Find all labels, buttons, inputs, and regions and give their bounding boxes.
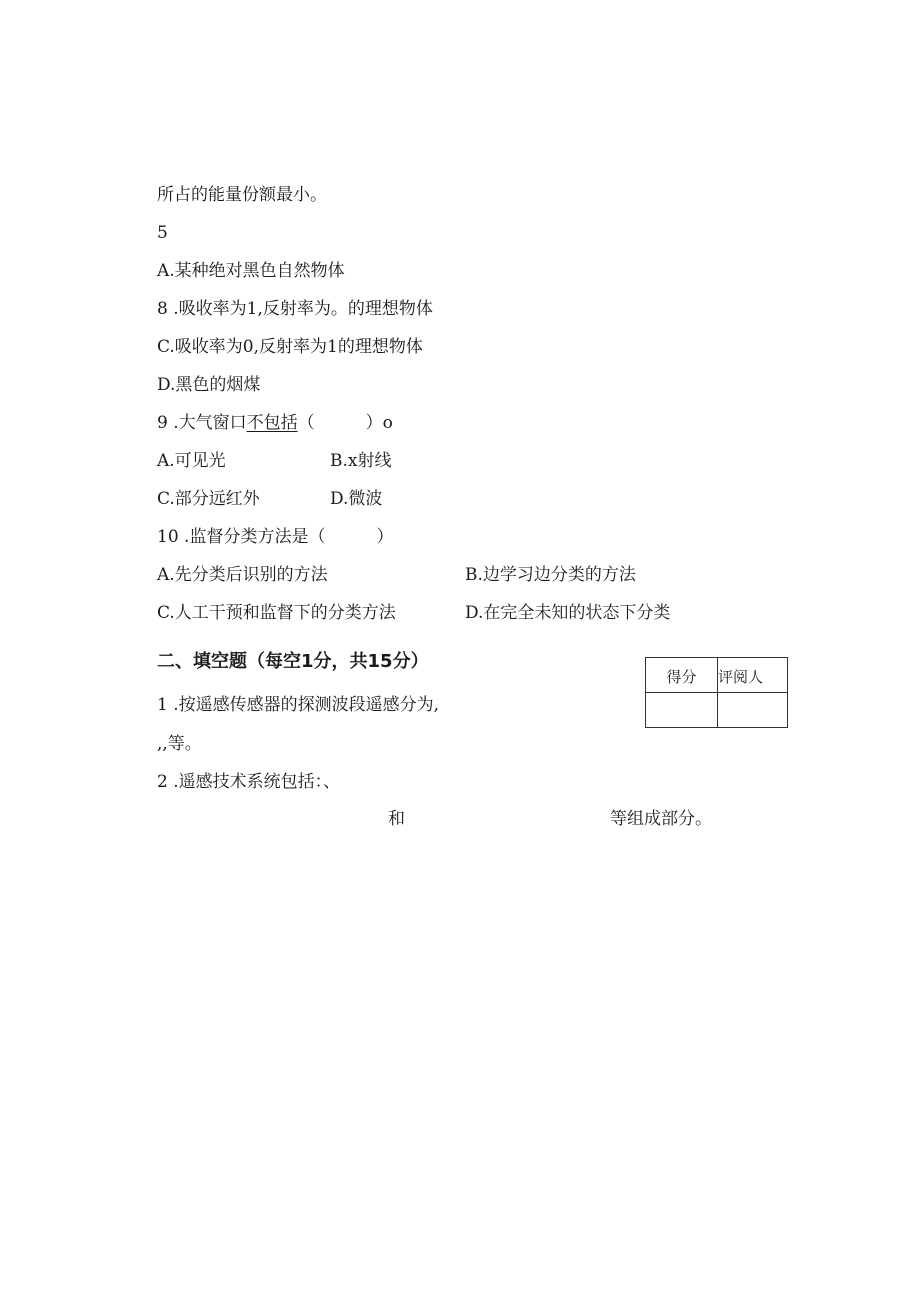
q10-option-d: D.在完全未知的状态下分类 <box>465 603 671 623</box>
fill-question-2-end: 等组成部分。 <box>610 809 712 829</box>
q9-underlined: 不包括 <box>246 413 298 433</box>
q10-option-b: B.边学习边分类的方法 <box>465 565 636 585</box>
continuation-text: 所占的能量份额最小。 <box>157 185 327 205</box>
q10-option-a: A.先分类后识别的方法 <box>157 565 328 585</box>
q9-prefix: 9 .大气窗口 <box>157 413 247 433</box>
question-10: 10 .监督分类方法是（ ） <box>157 527 394 547</box>
table-divider <box>646 692 787 693</box>
score-header: 得分 <box>666 668 697 686</box>
q8-option-c: C.吸收率为0,反射率为1的理想物体 <box>157 337 423 357</box>
q9-option-b: B.x射线 <box>330 451 392 471</box>
reviewer-header: 评阅人 <box>718 668 764 686</box>
q9-suffix: （ ）o <box>297 413 393 433</box>
q8-option-d: D.黑色的烟煤 <box>157 375 261 395</box>
section-heading: 二、填空题（每空1分，共15分） <box>157 651 429 672</box>
q8-option-a: A.某种绝对黑色自然物体 <box>157 261 345 281</box>
q9-option-d: D.微波 <box>330 489 383 509</box>
q8-option-b: 8 .吸收率为1,反射率为。的理想物体 <box>157 299 433 319</box>
question-9 <box>157 412 393 434</box>
q9-option-a: A.可见光 <box>157 451 226 471</box>
score-table <box>645 657 788 728</box>
q10-option-c: C.人工干预和监督下的分类方法 <box>157 603 396 623</box>
page-fragment-number: 5 <box>157 223 168 243</box>
q9-option-c: C.部分远红外 <box>157 489 260 509</box>
fill-question-1: 1 .按遥感传感器的探测波段遥感分为, <box>157 695 440 715</box>
fill-question-2-and: 和 <box>388 809 405 829</box>
fill-question-1-continuation: ,,等。 <box>157 734 202 754</box>
fill-question-2: 2 .遥感技术系统包括：、 <box>157 772 341 792</box>
